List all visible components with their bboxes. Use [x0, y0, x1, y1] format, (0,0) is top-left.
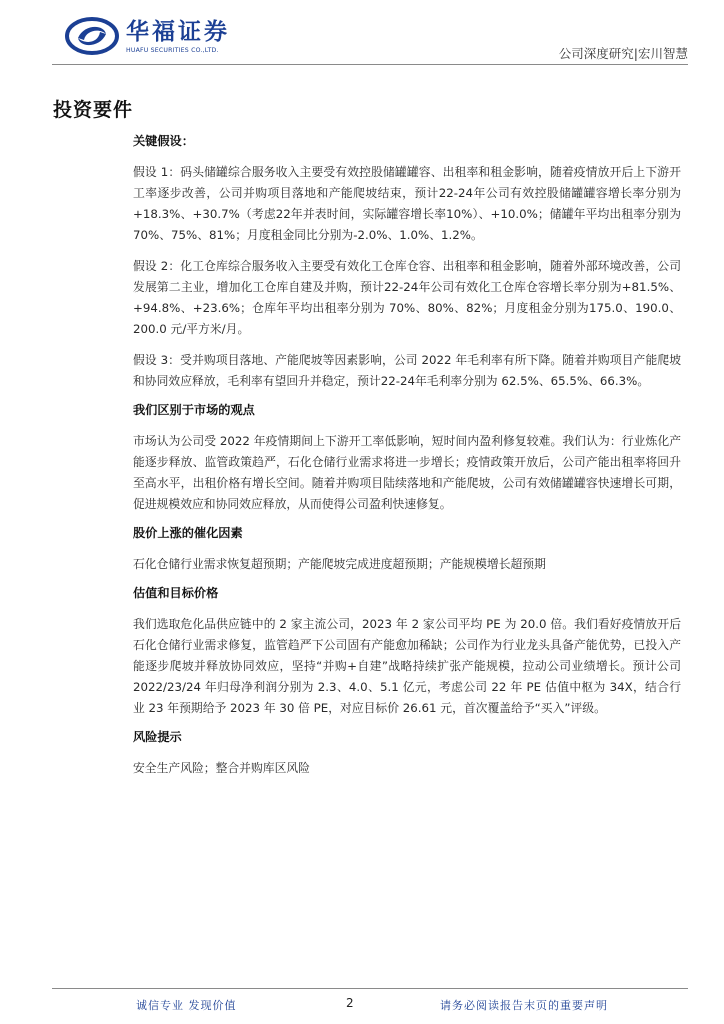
differentiation-text: 市场认为公司受 2022 年疫情期间上下游开工率低影响，短时间内盈利修复较难。我们认为：行业炼化产能逐步释放、监管政策趋严，石化仓储行业需求将进一步增长；疫情政策开放后，公司产能出租率将回升至高水平，出租价格有增长空间。随着并购项目陆续落地和产能爬坡，公司有效储罐罐容快速增长可期，促进规模效应和协同效应释放，从而使得公司盈利快速修复。 [133, 434, 681, 511]
report-label: 公司深度研究|宏川智慧 [558, 46, 688, 61]
company-logo [64, 16, 230, 56]
catalysts-text: 石化仓储行业需求恢复超预期；产能爬坡完成进度超预期；产能规模增长超预期 [133, 557, 546, 571]
valuation-text: 我们选取危化品供应链中的 2 家主流公司，2023 年 2 家公司平均 PE 为 20.0 倍。我们看好疫情放开后石化仓储行业需求修复，监管趋严下公司固有产能愈加稀缺；公司作为行业龙头具备产能优势，已投入产能逐步爬坡并释放协同效应，坚持“并购+自建”战略持续扩张产能规模，拉动公司业绩增长。预计公司 2022/23/24 年归母净利润分别为 2.3、4.0、5.1 亿元，考虑公司 22 年 PE 估值中枢为 34X，结合行业 23 年预期给予 2023 年 30 倍 PE，对应目标价 26.61 元，首次覆盖给予“买入”评级。 [133, 617, 681, 715]
footer-disclaimer: 请务必阅读报告末页的重要声明 [440, 999, 608, 1012]
assumption-1: 假设 1：码头储罐综合服务收入主要受有效控股储罐罐容、出租率和租金影响，随着疫情放开后上下游开工率逐步改善，公司并购项目落地和产能爬坡结束，预计22-24年公司有效控股储罐罐容增长率分别为+18.3%、+30.7%（考虑22年并表时间，实际罐容增长率10%）、+10.0%；储罐年平均出租率分别为70%、75%、81%；月度租金同比分别为-2.0%、1.0%、1.2%。 [133, 165, 681, 242]
valuation-heading: 估值和目标价格 [133, 586, 219, 600]
section-title: 投资要件 [53, 99, 134, 121]
page-number: 2 [346, 996, 354, 1010]
huafu-logo-icon [64, 16, 120, 56]
key-assumptions-heading: 关键假设： [133, 134, 194, 148]
logo-chinese-name: 华福证券 [126, 18, 230, 45]
header-divider [52, 64, 688, 65]
risks-heading: 风险提示 [133, 730, 182, 744]
assumption-2: 假设 2：化工仓库综合服务收入主要受有效化工仓库仓容、出租率和租金影响，随着外部环境改善，公司发展第二主业，增加化工仓库自建及并购，预计22-24年公司有效化工仓库仓容增长率分别为+81.5%、+94.8%、+23.6%；仓库年平均出租率分别为 70%、80%、82%；月度租金分别为175.0、190.0、200.0 元/平方米/月。 [133, 259, 681, 336]
risks-text: 安全生产风险；整合并购库区风险 [133, 761, 310, 775]
report-body [133, 133, 681, 779]
logo-english-name: HUAFU SECURITIES CO.,LTD. [126, 47, 219, 54]
differentiation-heading: 我们区别于市场的观点 [133, 403, 255, 417]
assumption-3: 假设 3：受并购项目落地、产能爬坡等因素影响，公司 2022 年毛利率有所下降。随着并购项目产能爬坡和协同效应释放，毛利率有望回升并稳定，预计22-24年毛利率分别为 62.5%、65.5%、66.3%。 [133, 353, 681, 388]
footer-divider [52, 988, 688, 989]
catalysts-heading: 股价上涨的催化因素 [133, 526, 243, 540]
footer-slogan: 诚信专业 发现价值 [136, 999, 237, 1012]
